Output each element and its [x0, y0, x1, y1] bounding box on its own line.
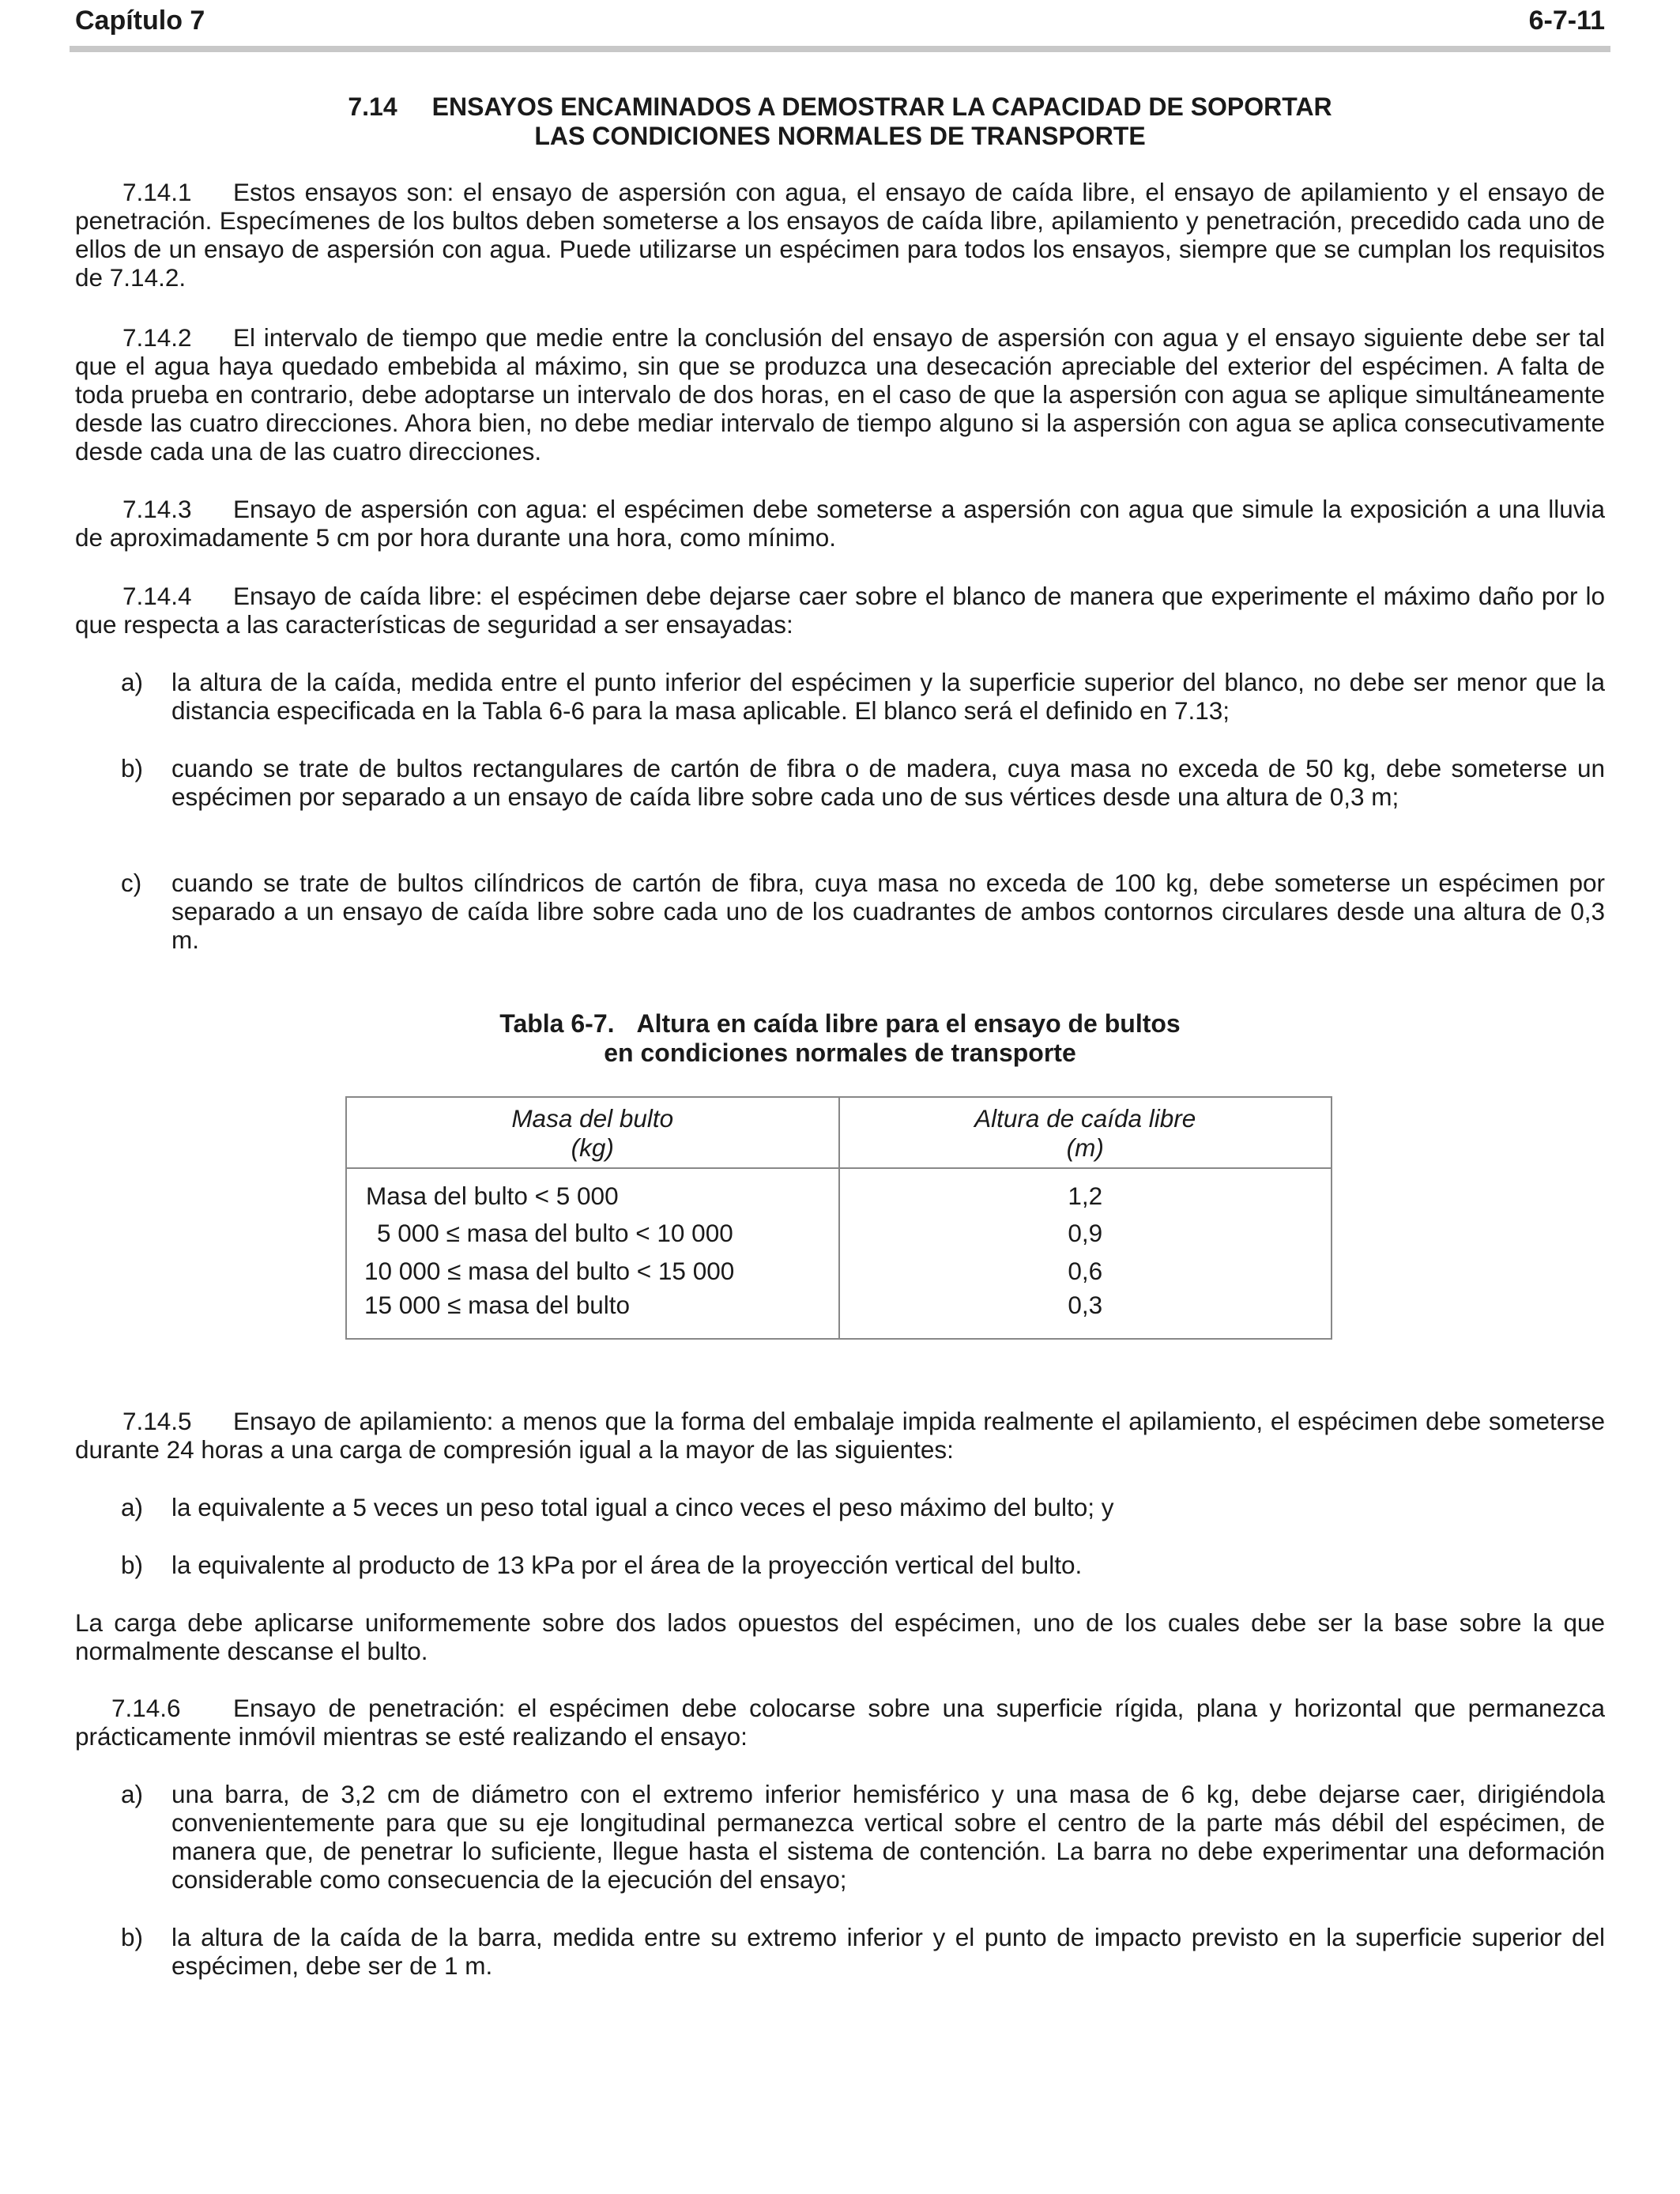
paragraph-7-14-3: [75, 495, 1605, 552]
table-row: [346, 1253, 1332, 1289]
paragraph-text: El intervalo de tiempo que medie entre la conclusión del ensayo de aspersión con agua y el ensayo siguiente debe ser tal que el agua haya quedado embebida al máximo, sin que se produzca una desecación apreciable del exterior del espécimen. A falta de toda prueba en contrario, debe adoptarse un intervalo de dos horas, en el caso de que la aspersión con agua se aplique simultáneamente desde las cuatro direcciones. Ahora bien, no debe mediar intervalo de tiempo alguno si la aspersión con agua se aplica consecutivamente desde cada una de las cuatro direcciones.: [75, 323, 1605, 466]
section-number: 7.14: [348, 92, 397, 121]
page-number: 6-7-11: [1528, 6, 1605, 36]
height-cell: 0,3: [839, 1289, 1332, 1339]
item-label: c): [121, 869, 142, 897]
mass-cell: Masa del bulto < 5 000: [346, 1168, 839, 1213]
table-number: Tabla 6-7.: [499, 1009, 615, 1038]
item-text: una barra, de 3,2 cm de diámetro con el extremo inferior hemisférico y una masa de 6 kg, debe dejarse caer, dirigiéndola convenientemente para que su eje longitudinal permanezca vertical sobre el centro de la parte más débil del espécimen, de manera que, de penetrar lo suficiente, llegue hasta el sistema de contención. La barra no debe experimentar una deformación considerable como consecuencia de la ejecución del ensayo;: [171, 1780, 1605, 1894]
mass-cell: 15 000 ≤ masa del bulto: [346, 1289, 839, 1339]
paragraph-text: Ensayo de aspersión con agua: el espécimen debe someterse a aspersión con agua que simule la exposición a una lluvia de aproximadamente 5 cm por hora durante una hora, como mínimo.: [75, 495, 1605, 552]
paragraph-7-14-6: [75, 1694, 1605, 1751]
table-row: [346, 1213, 1332, 1253]
table-caption: [75, 1009, 1605, 1068]
item-label: a): [121, 668, 144, 696]
list-item-a: [75, 1493, 1605, 1521]
item-label: b): [121, 754, 144, 782]
header-rule: [70, 46, 1610, 52]
column-header-unit: (kg): [571, 1133, 614, 1162]
item-text: la equivalente al producto de 13 kPa por el área de la proyección vertical del bulto.: [171, 1551, 1083, 1579]
column-header-unit: (m): [1066, 1133, 1104, 1162]
paragraph-number: 7.14.6: [111, 1694, 181, 1722]
item-label: b): [121, 1923, 144, 1951]
paragraph-text: Estos ensayos son: el ensayo de aspersión con agua, el ensayo de caída libre, el ensayo de apilamiento y el ensayo de penetración. Especímenes de los bultos deben someterse a los ensayos de caída libre, apilamiento y penetración, precedido cada uno de ellos de un ensayo de aspersión con agua. Puede utilizarse un espécimen para todos los ensayos, siempre que se cumplan los requisitos de 7.14.2.: [75, 178, 1605, 292]
item-text: cuando se trate de bultos cilíndricos de cartón de fibra, cuya masa no exceda de 100 kg, debe someterse un espécimen por separado a un ensayo de caída libre sobre cada uno de los cuadrantes de ambos contornos circulares desde una altura de 0,3 m.: [171, 869, 1605, 954]
section-title-line2: LAS CONDICIONES NORMALES DE TRANSPORTE: [534, 122, 1146, 150]
paragraph-7-14-1: [75, 178, 1605, 292]
paragraph-number: 7.14.2: [122, 323, 192, 352]
paragraph-text: La carga debe aplicarse uniformemente sobre dos lados opuestos del espécimen, uno de los cuales debe ser la base sobre la que normalmente descanse el bulto.: [75, 1608, 1605, 1665]
paragraph-7-14-2: [75, 323, 1605, 466]
item-label: b): [121, 1551, 144, 1579]
paragraph-7-14-5: [75, 1407, 1605, 1464]
drop-height-table: [345, 1096, 1332, 1340]
list-item-c: [75, 869, 1605, 954]
item-text: la equivalente a 5 veces un peso total igual a cinco veces el peso máximo del bulto; y: [171, 1493, 1114, 1521]
paragraph-text: Ensayo de apilamiento: a menos que la forma del embalaje impida realmente el apilamiento, el espécimen debe someterse durante 24 horas a una carga de compresión igual a la mayor de las siguientes:: [75, 1407, 1605, 1464]
item-text: la altura de la caída de la barra, medida entre su extremo inferior y el punto de impacto previsto en la superficie superior del espécimen, debe ser de 1 m.: [171, 1923, 1605, 1980]
table-caption-line1: Altura en caída libre para el ensayo de bultos: [636, 1009, 1181, 1038]
table-row: [346, 1168, 1332, 1213]
paragraph-text: Ensayo de caída libre: el espécimen debe dejarse caer sobre el blanco de manera que experimente el máximo daño por lo que respecta a las características de seguridad a ser ensayadas:: [75, 582, 1605, 639]
item-text: la altura de la caída, medida entre el punto inferior del espécimen y la superficie superior del blanco, no debe ser menor que la distancia especificada en la Tabla 6-6 para la masa aplicable. El blanco será el definido en 7.13;: [171, 668, 1605, 725]
paragraph-number: 7.14.1: [122, 178, 192, 206]
column-header-text: Masa del bulto: [511, 1104, 674, 1133]
paragraph-number: 7.14.3: [122, 495, 192, 523]
chapter-label: Capítulo 7: [75, 6, 205, 36]
item-label: a): [121, 1780, 144, 1808]
page-header: [75, 5, 1605, 44]
mass-cell: 5 000 ≤ masa del bulto < 10 000: [346, 1213, 839, 1253]
list-item-a: [75, 1780, 1605, 1894]
height-cell: 0,6: [839, 1253, 1332, 1289]
paragraph-text: Ensayo de penetración: el espécimen debe colocarse sobre una superficie rígida, plana y horizontal que permanezca prácticamente inmóvil mientras se esté realizando el ensayo:: [75, 1694, 1605, 1751]
list-item-b: [75, 754, 1605, 811]
list-item-b: [75, 1551, 1605, 1579]
column-header-mass: [346, 1097, 839, 1168]
column-header-height: [839, 1097, 1332, 1168]
item-label: a): [121, 1493, 144, 1521]
paragraph-number: 7.14.4: [122, 582, 192, 610]
table-row: [346, 1289, 1332, 1339]
paragraph-number: 7.14.5: [122, 1407, 192, 1435]
column-header-text: Altura de caída libre: [974, 1104, 1196, 1133]
mass-cell: 10 000 ≤ masa del bulto < 15 000: [346, 1253, 839, 1289]
section-title: [75, 92, 1605, 151]
height-cell: 0,9: [839, 1213, 1332, 1253]
list-item-b: [75, 1923, 1605, 1980]
item-text: cuando se trate de bultos rectangulares de cartón de fibra o de madera, cuya masa no exceda de 50 kg, debe someterse un espécimen por separado a un ensayo de caída libre sobre cada uno de sus vértices desde una altura de 0,3 m;: [171, 754, 1605, 811]
table-header-row: [346, 1097, 1332, 1168]
paragraph-7-14-4: [75, 582, 1605, 639]
list-item-a: [75, 668, 1605, 725]
paragraph-load-note: [75, 1608, 1605, 1665]
section-title-line1: ENSAYOS ENCAMINADOS A DEMOSTRAR LA CAPACIDAD DE SOPORTAR: [431, 92, 1332, 121]
table-caption-line2: en condiciones normales de transporte: [604, 1039, 1076, 1067]
height-cell: 1,2: [839, 1168, 1332, 1213]
